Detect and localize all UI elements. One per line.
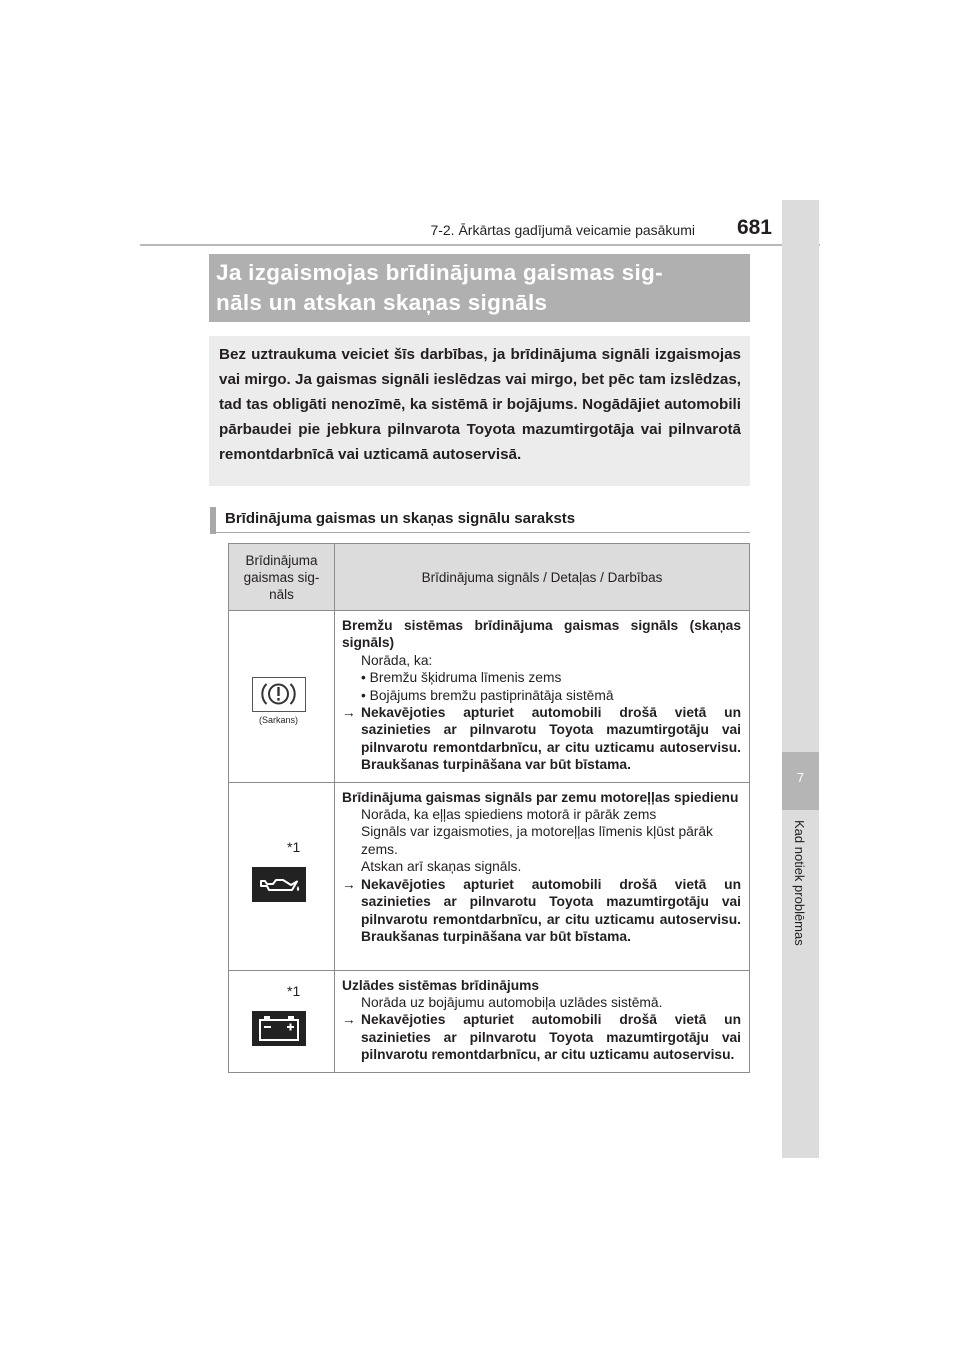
warning-lights-table: [228, 543, 750, 1073]
detail-line: Atskan arī skaņas signāls.: [361, 859, 522, 875]
table-row: [229, 611, 750, 783]
oil-pressure-icon: [252, 867, 306, 902]
action-text-body: Nekavējoties apturiet automobili drošā vietā un sazinieties ar pilnvarotu Toyota mazumtirgotāju vai pilnvarotu remontdarbnīcu, ar citu uzticamu autoservisu. Braukšanas turpināšana var būt bīstama.: [361, 705, 741, 773]
action-text: [342, 704, 741, 774]
details-cell: [335, 970, 750, 1072]
header-light-line-3: nāls: [269, 586, 294, 602]
footnote-text: *1: [287, 838, 301, 855]
detail-line: Signāls var izgaismoties, ja motoreļļas līmenis kļūst pārāk zems.: [361, 824, 713, 857]
icon-caption: (Sarkans): [259, 715, 299, 725]
chapter-number: 7: [796, 770, 805, 785]
subheading-marker: [210, 507, 216, 534]
section-label: 7-2. Ārkārtas gadījumā veicamie pasākumi: [430, 222, 695, 238]
header-rule: [140, 244, 820, 246]
battery-charge-icon: [252, 1011, 306, 1046]
header-cell-details: Brīdinājuma signāls / Detaļas / Darbības: [335, 544, 750, 611]
page-title-line-1: Ja izgaismojas brīdinājuma gaismas sig-: [216, 260, 663, 285]
detail-line: Norāda uz bojājumu automobiļa uzlādes sistēmā.: [361, 995, 663, 1011]
footnote-marker: [287, 983, 300, 999]
action-text: [342, 1011, 741, 1063]
chapter-side-tab: [782, 200, 819, 1158]
table-row: [229, 970, 750, 1072]
page-number: 681: [736, 216, 772, 239]
header-light-line-2: gaismas sig-: [243, 569, 320, 585]
icon-cell: [229, 970, 335, 1072]
footnote-marker: [287, 839, 300, 855]
page-title: [216, 258, 746, 318]
arrow-right-icon: →: [342, 1012, 356, 1028]
arrow-right-icon: →: [342, 705, 356, 721]
row-title: Bremžu sistēmas brīdinājuma gaismas signāls (skaņas signāls): [342, 618, 741, 651]
footnote-text: *1: [287, 982, 301, 999]
subheading-rule: [210, 532, 750, 533]
page-title-line-2: nāls un atskan skaņas signāls: [216, 290, 548, 315]
row-title: Brīdinājuma gaismas signāls par zemu motoreļļas spiedienu: [342, 789, 739, 805]
arrow-right-icon: →: [342, 876, 356, 892]
details-cell: [335, 782, 750, 970]
header-cell-light: [229, 544, 335, 611]
icon-cell: [229, 611, 335, 783]
table-header-row: [229, 544, 750, 611]
action-text-body: Nekavējoties apturiet automobili drošā vietā un sazinieties ar pilnvarotu Toyota mazumtirgotāju vai pilnvarotu remontdarbnīcu, ar citu uzticamu autoservisu.: [361, 1012, 741, 1063]
detail-line: Norāda, ka eļļas spiediens motorā ir pārāk zems: [361, 807, 657, 823]
icon-cell: [229, 782, 335, 970]
action-text: [342, 876, 741, 946]
table-row: [229, 782, 750, 970]
details-cell: [335, 611, 750, 783]
brake-warning-icon: [252, 677, 306, 712]
bullet-text: Bremžu šķidruma līmenis zems: [369, 670, 562, 686]
row-title: Uzlādes sistēmas brīdinājums: [342, 977, 540, 993]
subheading: Brīdinājuma gaismas un skaņas signālu saraksts: [225, 510, 576, 527]
action-text-body: Nekavējoties apturiet automobili drošā vietā un sazinieties ar pilnvarotu Toyota mazumtirgotāju vai pilnvarotu remontdarbnīcu, ar citu uzticamu autoservisu. Braukšanas turpināšana var būt bīstama.: [361, 876, 741, 944]
chapter-title: Kad notiek problēmas: [792, 820, 807, 946]
header-light-line-1: Brīdinājuma: [245, 552, 318, 568]
detail-line: Norāda, ka:: [361, 652, 433, 668]
intro-text: Bez uztraukuma veiciet šīs darbības, ja brīdinājuma signāli izgaismojas vai mirgo. Ja gaismas signāli ieslēdzas vai mirgo, bet pēc tam izslēdzas, tad tas obligāti nenozīmē, ka sistēmā ir bojājums. Nogādājiet automobili pārbaudei pie jebkura pilnvarota Toyota mazumtirgotāja vai pilnvarotā remontdarbnīcā vai uzticamā autoservisā.: [219, 346, 741, 463]
bullet-item: • Bojājums bremžu pastiprinātāja sistēmā: [361, 687, 614, 703]
bullet-text: Bojājums bremžu pastiprinātāja sistēmā: [369, 687, 614, 703]
bullet-item: • Bremžu šķidruma līmenis zems: [361, 670, 562, 686]
